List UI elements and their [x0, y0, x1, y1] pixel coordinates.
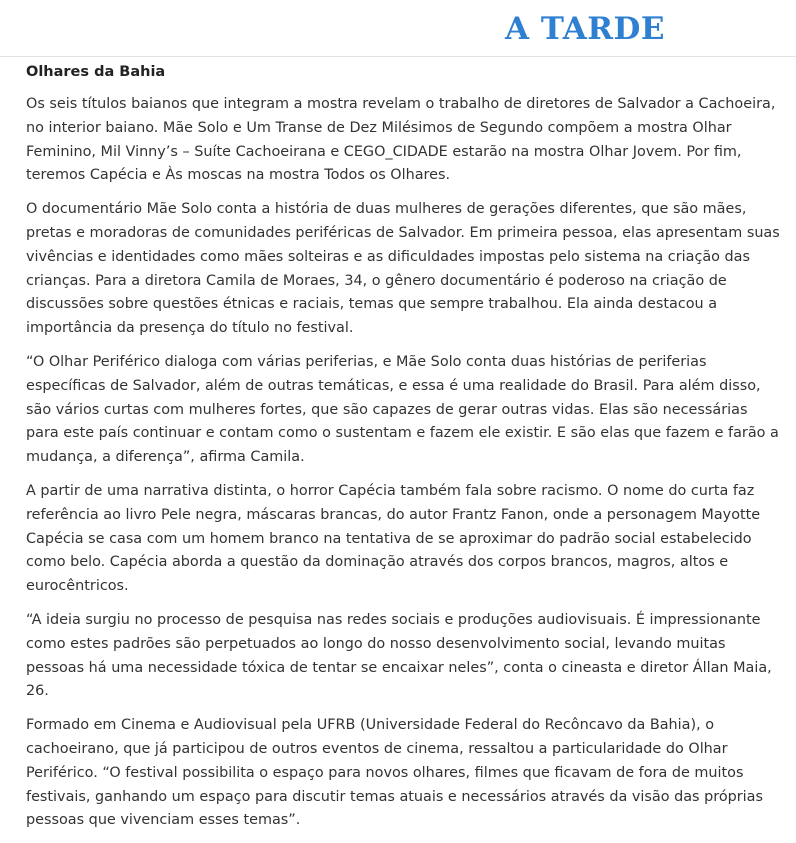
article-paragraph-1: Os seis títulos baianos que integram a mostra revelam o trabalho de diretores de Salvador a Cachoeira, no interior baiano. Mãe Solo e Um Transe de Dez Milésimos de Segundo compõem a mostra Olhar Feminino, Mil Vinny’s – Suíte Cachoeirana e CEGO_CIDADE estarão na mostra Olhar Jovem. Por fim, teremos Capécia e Às moscas na mostra Todos os Olhares.	[26, 96, 776, 184]
article-body	[26, 61, 781, 843]
site-logo[interactable]: A TARDE	[505, 11, 666, 47]
article-paragraph-5: “A ideia surgiu no processo de pesquisa nas redes sociais e produções audiovisuais. É impressionante como estes padrões são perpetuados ao longo do nosso desenvolvimento social, levando muitas pessoas há uma necessidade tóxica de tentar se encaixar neles”, conta o cineasta e diretor Állan Maia, 26.	[26, 611, 772, 700]
article-paragraph-3: “O Olhar Periférico dialoga com várias periferias, e Mãe Solo conta duas histórias de periferias específicas de Salvador, além de outras temáticas, e essa é uma realidade do Brasil. Para além disso, são vários curtas com mulheres fortes, que são capazes de gerar outras vidas. Elas são necessárias para este país continuar e contam como o sustentam e fazem ele existir. E são elas que fazem e farão a mudança, a diferença”, afirma Camila.	[26, 353, 779, 466]
header-divider	[0, 56, 796, 57]
article-paragraph-6: Formado em Cinema e Audiovisual pela UFRB (Universidade Federal do Recôncavo da Bahia), o cachoeirano, que já participou de outros eventos de cinema, ressaltou a particularidade do Olhar Periférico. “O festival possibilita o espaço para novos olhares, filmes que ficavam de fora de muitos festivais, ganhando um espaço para discutir temas atuais e necessários através da visão das próprias pessoas que vivenciam esses temas”.	[26, 717, 763, 829]
article-paragraph-4: A partir de uma narrativa distinta, o horror Capécia também fala sobre racismo. O nome do curta faz referência ao livro Pele negra, máscaras brancas, do autor Frantz Fanon, onde a personagem Mayotte Capécia se casa com um homem branco na tentativa de se aproximar do padrão social estabelecido como belo. Capécia aborda a questão da dominação através dos corpos brancos, magros, altos e eurocêntricos.	[26, 482, 761, 595]
article-paragraph-2: O documentário Mãe Solo conta a história de duas mulheres de gerações diferentes, que são mães, pretas e moradoras de comunidades periféricas de Salvador. Em primeira pessoa, elas apresentam suas vivências e identidades como mães solteiras e as dificuldades impostas pelo sistema na criação das crianças. Para a diretora Camila de Moraes, 34, o gênero documentário é poderoso na criação de discussões sobre questões étnicas e raciais, temas que sempre trabalhou. Ela ainda destacou a importância da presença do título no festival.	[26, 201, 780, 337]
section-title: Olhares da Bahia	[26, 64, 166, 80]
